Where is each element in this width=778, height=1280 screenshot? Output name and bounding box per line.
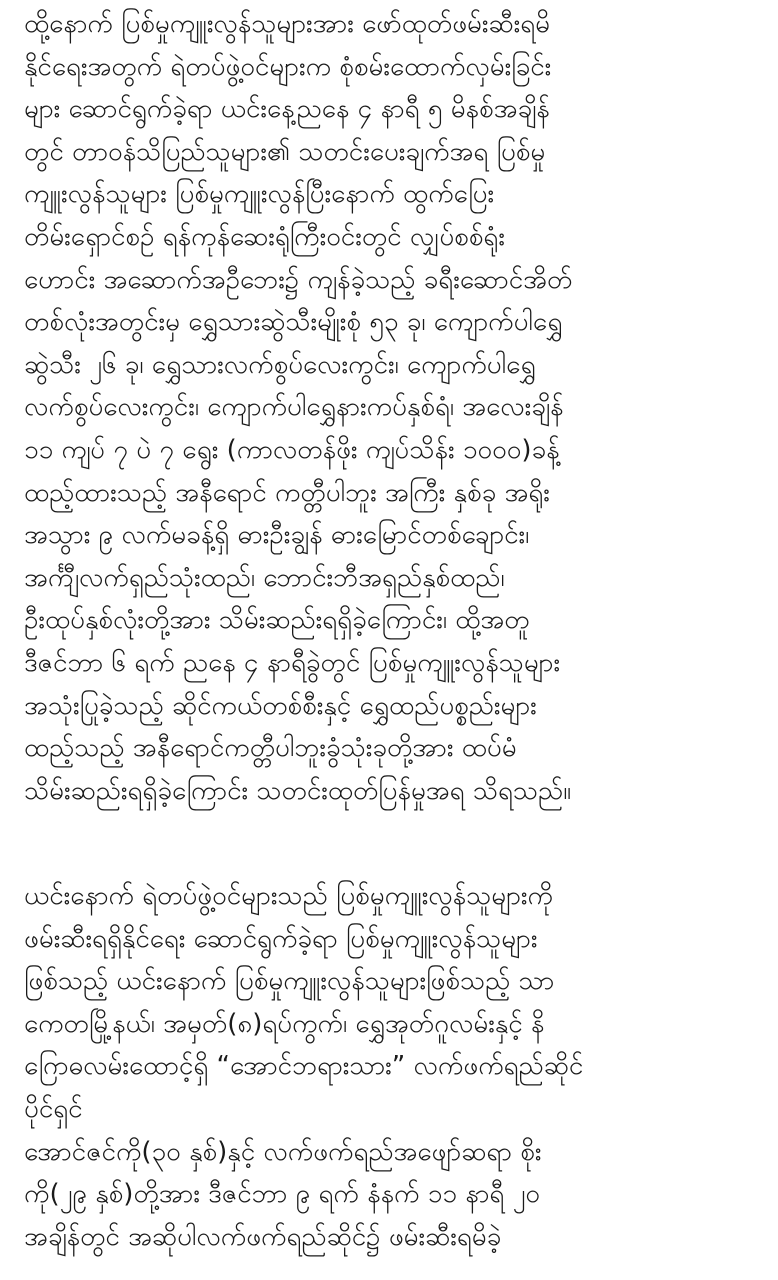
paragraph-line: ဖမ်းဆီးရရှိနိုင်ရေး ဆောင်ရွက်ခဲ့ရာ ပြစ်မှုကျူးလွန်သူများ [24,923,538,954]
paragraph-line: ဒီဇင်ဘာ ၆ ရက် ညနေ ၄ နာရီခွဲတွင် ပြစ်မှုကျူးလွန်သူများ [24,647,561,678]
paragraph-line: ထည့်သည့် အနီရောင်ကတ္တီပါဘူးခွံသုံးခုတို့အား ထပ်မံ [24,733,517,764]
paragraph-line: ထို့နောက် ပြစ်မှုကျူးလွန်သူများအား ဖော်ထုတ်ဖမ်းဆီးရမိ [24,9,551,39]
paragraph-line: တိမ်းရှောင်စဉ် ရန်ကုန်ဆေးရုံကြီးဝင်းတွင် လျှပ်စစ်ရုံး [24,221,505,252]
paragraph-line: သိမ်းဆည်းရရှိခဲ့ကြောင်း သတင်းထုတ်ပြန်မှုအရ သိရသည်။ [24,775,572,806]
paragraph-line: ၁၁ ကျပ် ၇ ပဲ ၇ ရွေး (ကာလတန်ဖိုး ကျပ်သိန်း ၁၀၀၀)ခန့် [24,434,560,465]
paragraph-line: ထည့်ထားသည့် အနီရောင် ကတ္တီပါဘူး အကြီး နှစ်ခု အရိုး [24,477,550,508]
paragraph-line: ဂြောဓလမ်းထောင့်ရှိ “အောင်ဘရားသား” လက်ဖက်ရည်ဆိုင် [24,1051,584,1082]
paragraph-line: ကျူးလွန်သူများ ပြစ်မှုကျူးလွန်ပြီးနောက် ထွက်ပြေး [24,179,495,210]
paragraph-line: ယင်းနောက် ရဲတပ်ဖွဲ့ဝင်များသည် ပြစ်မှုကျူးလွန်သူများကို [24,881,553,911]
paragraph-line: များ ဆောင်ရွက်ခဲ့ရာ ယင်းနေ့ညနေ ၄ နာရီ ၅ မိနစ်အချိန် [24,94,550,125]
paragraph-line: ပိုင်ရှင် [24,1093,83,1124]
paragraph-line: လက်စွပ်လေးကွင်း၊ ကျောက်ပါရွှေနားကပ်နှစ်ရံ၊ အလေးချိန် [24,392,564,423]
paragraph-line: ဆွဲသီး ၂၆ ခု၊ ရွှေသားလက်စွပ်လေးကွင်း၊ ကျောက်ပါရွှေ [24,349,536,380]
paragraph-line: နိုင်ရေးအတွက် ရဲတပ်ဖွဲ့ဝင်များက စုံစမ်းထောက်လှမ်းခြင်း [24,51,552,82]
article-paragraph-1 [24,3,764,812]
paragraph-line: အင်္ကျီလက်ရှည်သုံးထည်၊ ဘောင်းဘီအရှည်နှစ်ထည်၊ [24,562,505,593]
paragraph-line: ကေတမြို့နယ်၊ အမှတ်(၈)ရပ်ကွက်၊ ရွှေအုတ်ဂူလမ်းနှင့် နိ [24,1008,545,1039]
paragraph-line: ဟောင်း အဆောက်အဦဘေး၌ ကျန်ခဲ့သည့် ခရီးဆောင်အိတ် [24,264,573,295]
paragraph-line: အချိန်တွင် အဆိုပါလက်ဖက်ရည်ဆိုင်၌ ဖမ်းဆီးရမိခဲ့ [24,1221,502,1252]
paragraph-line: အောင်ဇင်ကို(၃၀ နှစ်)နှင့် လက်ဖက်ရည်အဖျော်ဆရာ စိုး [24,1136,542,1167]
paragraph-line: အသုံးပြုခဲ့သည့် ဆိုင်ကယ်တစ်စီးနှင့် ရွှေထည်ပစ္စည်းများ [24,690,537,721]
paragraph-line: ကို(၂၉ နှစ်)တို့အား ဒီဇင်ဘာ ၉ ရက် နံနက် ၁၁ နာရီ ၂၀ [24,1179,541,1210]
paragraph-line: အသွား ၉ လက်မခန့်ရှိ ဓားဦးချွန် ဓားမြောင်တစ်ချောင်း၊ [24,520,530,551]
paragraph-line: ဦးထုပ်နှစ်လုံးတို့အား သိမ်းဆည်းရရှိခဲ့ကြောင်း၊ ထို့အတူ [24,605,530,636]
paragraph-line: ဖြစ်သည့် ယင်းနောက် ပြစ်မှုကျူးလွန်သူများဖြစ်သည့် သာ [24,966,555,997]
paragraph-line: တစ်လုံးအတွင်းမှ ရွှေသားဆွဲသီးမျိုးစုံ ၅၃ ခု၊ ကျောက်ပါရွှေ [24,307,563,338]
paragraph-line: တွင် တာဝန်သိပြည်သူများ၏ သတင်းပေးချက်အရ ပြစ်မှု [24,136,546,167]
article-paragraph-2 [24,875,764,1258]
